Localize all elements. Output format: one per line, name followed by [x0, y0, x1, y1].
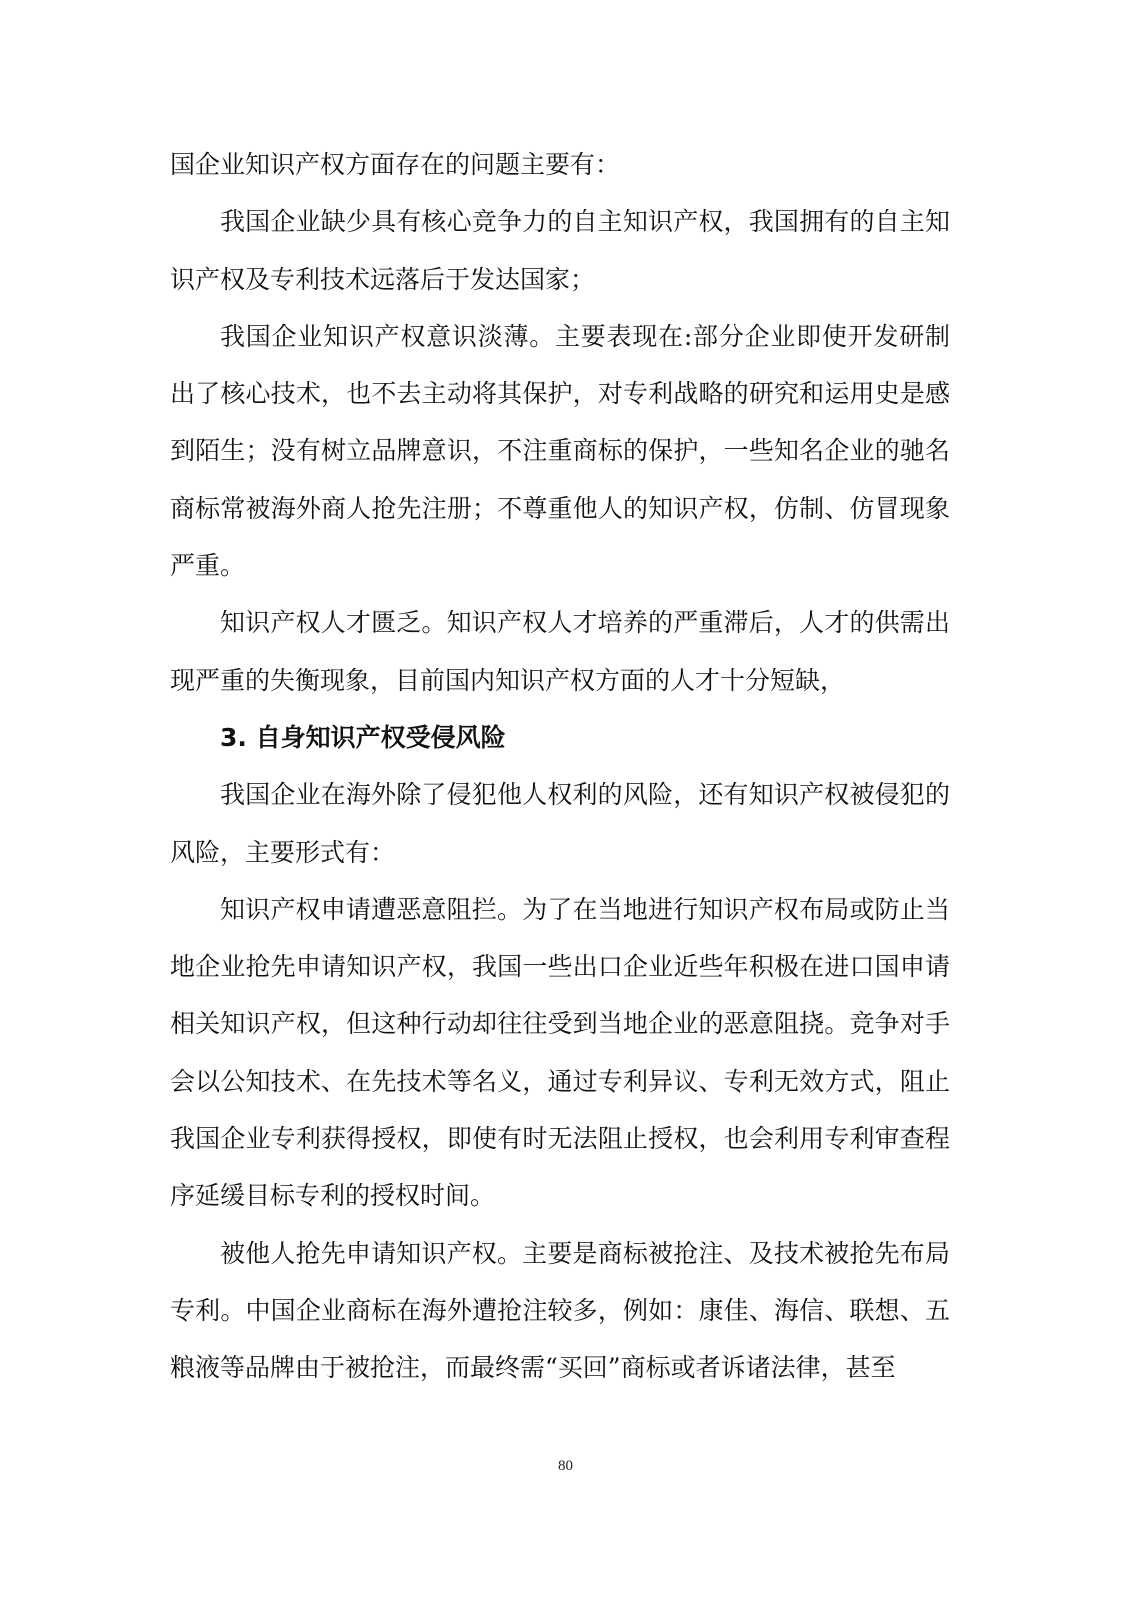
paragraph-infringement-risk-intro: 我国企业在海外除了侵犯他人权利的风险，还有知识产权被侵犯的风险，主要形式有：	[170, 780, 950, 867]
paragraph-malicious-obstruction: 知识产权申请遭恶意阻拦。为了在当地进行知识产权布局或防止当地企业抢先申请知识产权，我国一些出口企业近些年积极在进口国申请相关知识产权，但这种行动却往往受到当地企业的恶意阻挠。竞争对手会以公知技术、在先技术等名义，通过专利异议、专利无效方式，阻止我国企业专利获得授权，即使有时无法阻止授权，也会利用专利审查程序延缓目标专利的授权时间。	[170, 894, 950, 1211]
paragraph-weak-ip-awareness: 我国企业知识产权意识淡薄。主要表现在:部分企业即使开发研制出了核心技术，也不去主动将其保护，对专利战略的研究和运用史是感到陌生；没有树立品牌意识，不注重商标的保护，一些知名企业的驰名商标常被海外商人抢先注册；不尊重他人的知识产权，仿制、仿冒现象严重。	[170, 321, 950, 581]
paragraph-continuation: 国企业知识产权方面存在的问题主要有：	[170, 150, 621, 179]
section-heading: 3. 自身知识产权受侵风险	[220, 722, 506, 752]
page-number: 80	[558, 1458, 573, 1474]
document-body	[170, 136, 950, 1397]
paragraph-preemptive-registration: 被他人抢先申请知识产权。主要是商标被抢注、及技术被抢先布局专利。中国企业商标在海外遭抢注较多，例如：康佳、海信、联想、五粮液等品牌由于被抢注，而最终需“买回”商标或者诉诸法律，甚至	[170, 1238, 950, 1383]
paragraph-core-ip-shortage: 我国企业缺少具有核心竞争力的自主知识产权，我国拥有的自主知识产权及专利技术远落后于发达国家；	[170, 207, 950, 294]
paragraph-ip-talent-shortage: 知识产权人才匮乏。知识产权人才培养的严重滞后，人才的供需出现严重的失衡现象，目前国内知识产权方面的人才十分短缺，	[170, 608, 950, 695]
